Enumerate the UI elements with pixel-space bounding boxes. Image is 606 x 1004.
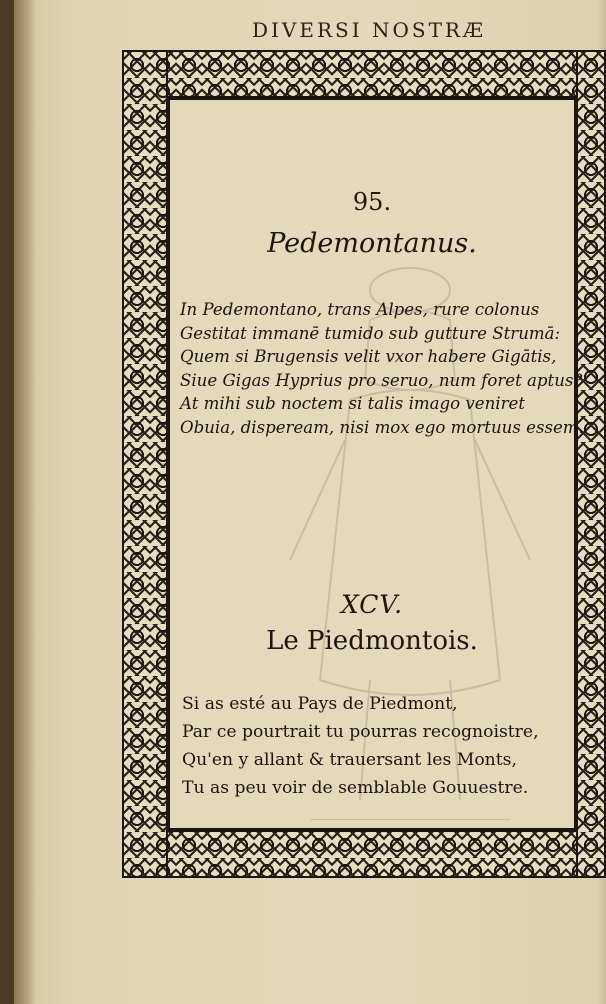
running-head: DIVERSI NOSTRÆ	[251, 18, 486, 42]
page-number: 95.	[352, 188, 392, 216]
verse-line: Par ce pourtrait tu pourras recognoistre,	[182, 722, 539, 742]
french-title: Le Piedmontois.	[266, 626, 478, 656]
verse-line: Quem si Brugensis velit vxor habere Gigātis,	[180, 347, 557, 366]
verse-line: In Pedemontano, trans Alpes, rure colonus	[180, 300, 540, 319]
latin-title: Pedemontanus.	[267, 228, 477, 259]
french-verse	[182, 690, 586, 802]
verse-line: Qu'en y allant & trauersant les Monts,	[182, 750, 517, 770]
book-page	[14, 0, 606, 1004]
verse-line: Gestitat immanē tumido sub gutture Strumā:	[180, 323, 561, 343]
verse-line: Tu as peu voir de semblable Gouuestre.	[182, 778, 529, 798]
page-gutter	[14, 0, 36, 1004]
verse-line: Siue Gigas Hyprius pro seruo, num foret aptus?	[180, 370, 583, 390]
latin-verse	[180, 298, 584, 439]
french-number: XCV.	[340, 590, 404, 619]
text-panel	[168, 98, 584, 830]
verse-line: At mihi sub noctem si talis imago veniret	[180, 394, 526, 413]
ornament-border-top	[122, 50, 606, 98]
verse-line: Obuia, disperеam, nisi mox ego mortuus essem.	[180, 417, 584, 437]
ornament-border-left	[122, 50, 168, 878]
verse-line: Si as esté au Pays de Piedmont,	[182, 694, 458, 714]
ornamental-frame	[122, 50, 606, 878]
ornament-border-bottom	[122, 830, 606, 878]
